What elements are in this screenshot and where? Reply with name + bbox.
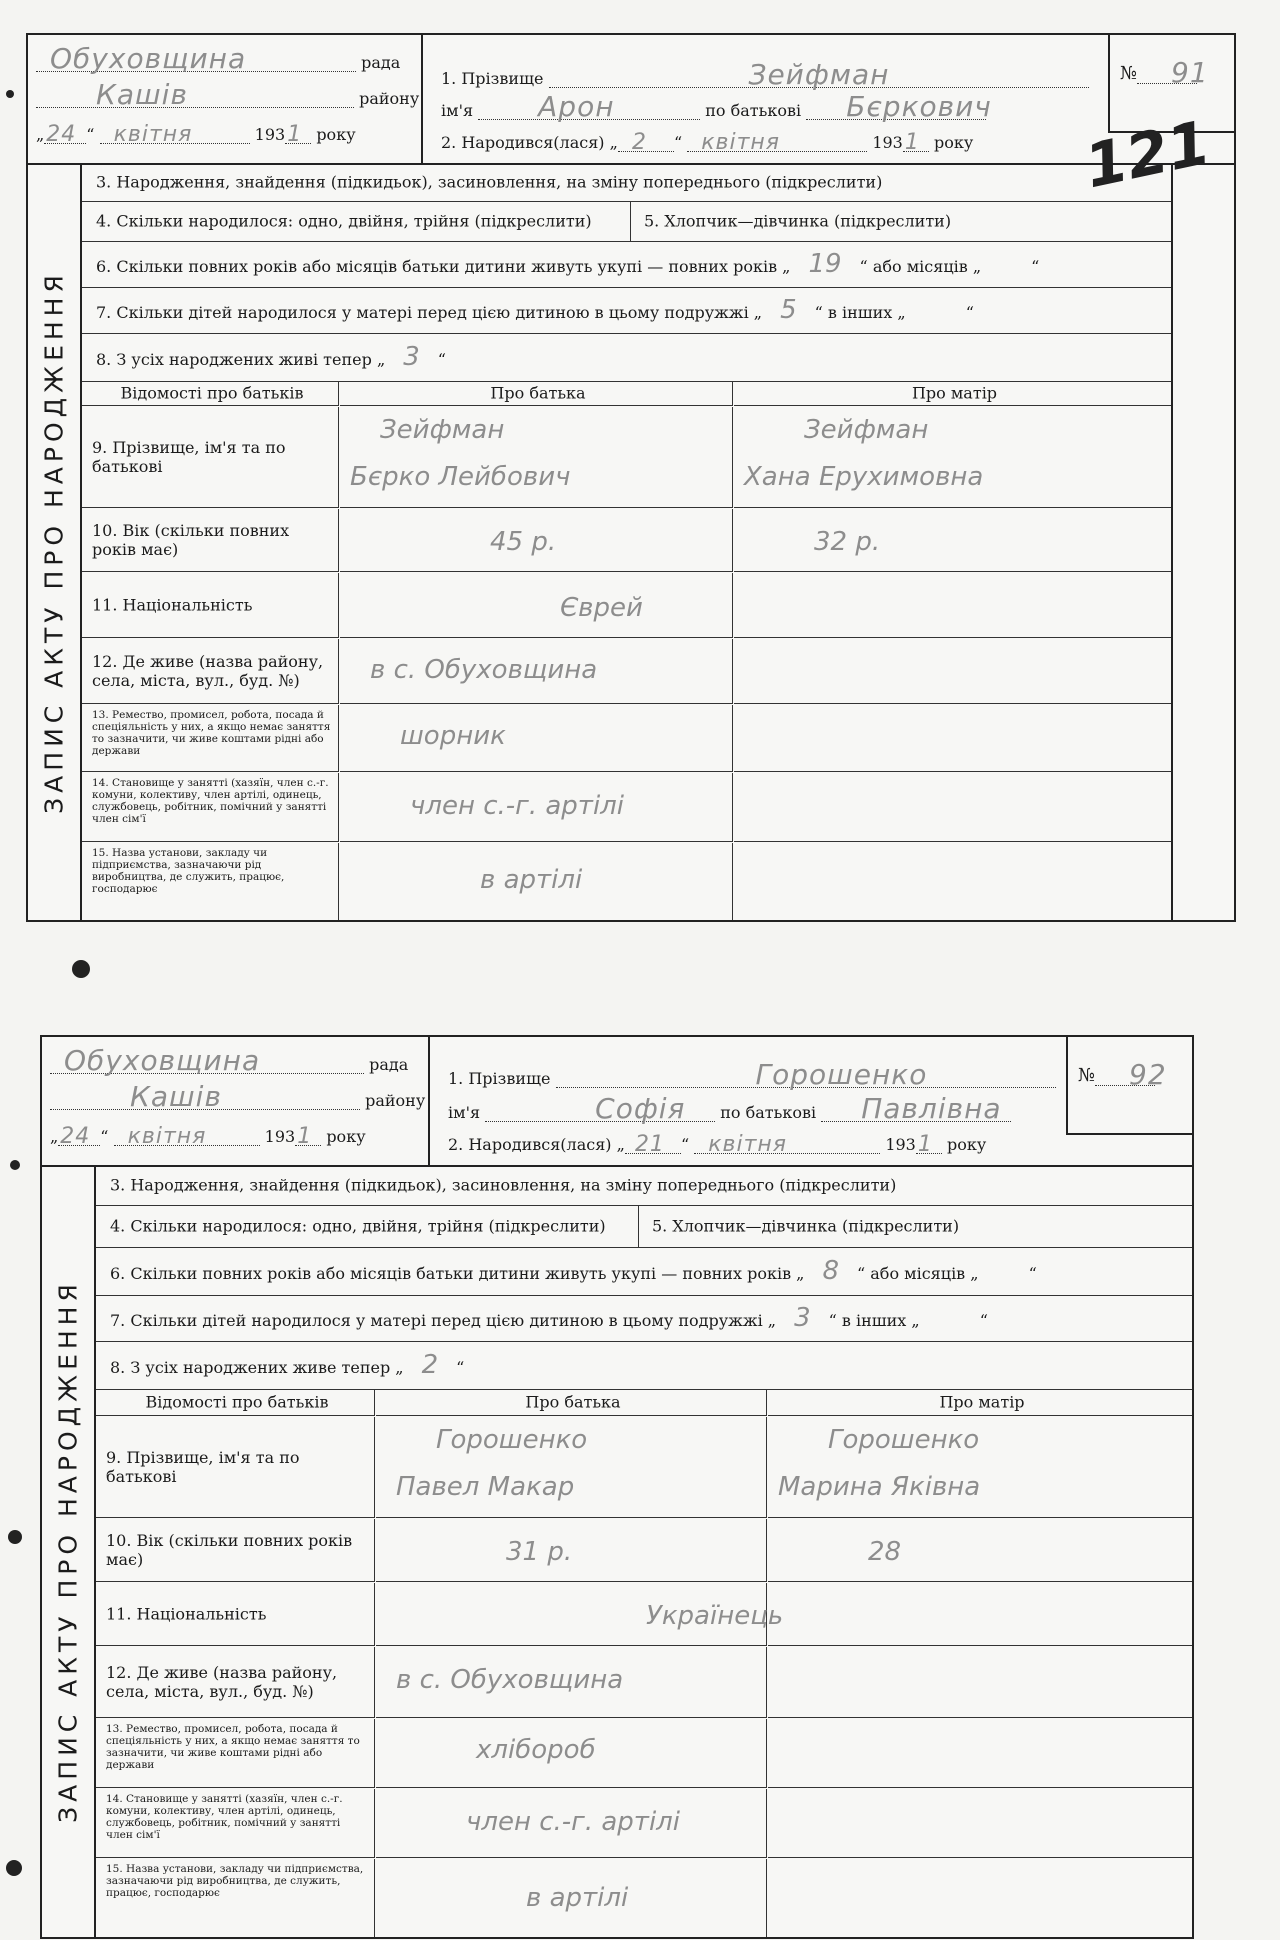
mother-age: 32 р. — [734, 509, 1171, 572]
q4-q5-row: 4. Скільки народилося: одно, двійня, трійня (підкреслити) 5. Хлопчик—дівчинка (підкреслити) — [96, 1205, 1192, 1248]
margin-pencil-mark: 121 — [1079, 107, 1217, 203]
mother-status — [768, 1789, 1192, 1858]
born-label: 2. Народився(лася) — [441, 133, 605, 152]
mother-institution — [768, 1859, 1192, 1937]
patronymic-label: по батькові — [705, 101, 802, 120]
q10-label: 10. Вік (скільки повних років має) — [82, 509, 339, 572]
district-label: району — [365, 1091, 426, 1110]
district-label: району — [359, 89, 420, 108]
parents-table — [82, 381, 1171, 920]
record-header — [42, 1037, 1192, 1167]
q8-row: 8. З усіх народжених живе тепер „ 2 “ — [96, 1341, 1192, 1390]
mother-residence — [768, 1647, 1192, 1718]
mother-occupation — [768, 1719, 1192, 1788]
mother-occupation — [734, 705, 1171, 772]
mother-residence — [734, 639, 1171, 704]
q11-label: 11. Національність — [82, 573, 339, 638]
col-mother-header: Про матір — [734, 381, 1171, 406]
side-title: ЗАПИС АКТУ ПРО НАРОДЖЕННЯ — [42, 1165, 96, 1937]
council-block: Обуховщина рада Кашів району „ 24 “ квітня 193 1 року — [28, 35, 423, 163]
col-father-header: Про батька — [376, 1389, 767, 1416]
father-age: 45 р. — [340, 509, 733, 572]
father-occupation: шорник — [340, 705, 733, 772]
record-header — [28, 35, 1234, 165]
year-label: 193 — [264, 1127, 296, 1146]
q6-row: 6. Скільки повних років або місяців батьки дитини живуть укупі — повних років „ 8 “ або місяців „ “ — [96, 1247, 1192, 1296]
q13-label: 13. Ремество, промисел, робота, посада й спеціяльність у них, а якщо немає заняття то зазначити, чи живе коштами рідні або держави — [82, 705, 339, 772]
col-mother-header: Про матір — [768, 1389, 1192, 1416]
father-fullname: Зейфман Бєрко Лейбович — [340, 407, 733, 508]
name-label: ім'я — [441, 101, 474, 120]
ink-blot — [72, 960, 90, 978]
birth-record-91 — [26, 33, 1236, 922]
ink-blot — [6, 90, 14, 98]
q6-row: 6. Скільки повних років або місяців батьки дитини живуть укупі — повних років „ 19 “ або місяців „ “ — [82, 241, 1171, 288]
mother-fullname: Зейфман Хана Ерухимовна — [734, 407, 1171, 508]
parents-table — [96, 1389, 1192, 1937]
mother-nationality — [734, 573, 1171, 638]
q7-row: 7. Скільки дітей народилося у матері перед цією дитиною в цьому подружжі „ 5 “ в інших „ “ — [82, 287, 1171, 334]
year-label: 193 — [254, 125, 286, 144]
father-residence: в с. Обуховщина — [376, 1647, 767, 1718]
col-info-header: Відомості про батьків — [82, 381, 339, 406]
mother-fullname: Горошенко Марина Яківна — [768, 1417, 1192, 1518]
father-occupation: хлібороб — [376, 1719, 767, 1788]
q15-label: 15. Назва установи, закладу чи підприємства, зазначаючи рід виробництва, де служить, працює, господарює — [82, 843, 339, 920]
father-status: член с.-г. артілі — [376, 1789, 767, 1858]
q12-label: 12. Де живе (назва району, села, міста, вул., буд. №) — [96, 1647, 375, 1718]
q7-row: 7. Скільки дітей народилося у матері перед цією дитиною в цьому подружжі „ 3 “ в інших „ “ — [96, 1295, 1192, 1342]
q3-row: 3. Народження, знайдення (підкидьок), засиновлення, на зміну попереднього (підкреслити) — [96, 1165, 1192, 1206]
father-nationality: Єврей — [340, 573, 733, 638]
record-number-box: № 92 — [1066, 1037, 1192, 1135]
col-info-header: Відомості про батьків — [96, 1389, 375, 1416]
q10-label: 10. Вік (скільки повних років має) — [96, 1519, 375, 1582]
mother-nationality — [768, 1583, 1192, 1646]
ink-blot — [8, 1530, 22, 1544]
q15-label: 15. Назва установи, закладу чи підприємства, зазначаючи рід виробництва, де служить, працює, господарює — [96, 1859, 375, 1937]
mother-age: 28 — [768, 1519, 1192, 1582]
birth-record-92 — [40, 1035, 1194, 1939]
mother-status — [734, 773, 1171, 842]
col-father-header: Про батька — [340, 381, 733, 406]
side-title: ЗАПИС АКТУ ПРО НАРОДЖЕННЯ — [28, 163, 82, 920]
father-fullname: Горошенко Павел Макар — [376, 1417, 767, 1518]
child-block: 1. Прізвище Зейфман ім'я Арон по батькові Бєркович 2. Народився(лася) „ 2 “ квітня 193 1 року — [433, 35, 1104, 163]
district-field: Кашів — [50, 1087, 360, 1110]
q9-label: 9. Прізвище, ім'я та по батькові — [96, 1417, 375, 1518]
district-field: Кашів — [36, 85, 354, 108]
surname-label: 1. Прізвище — [441, 69, 544, 88]
father-age: 31 р. — [376, 1519, 767, 1582]
q13-label: 13. Ремество, промисел, робота, посада й спеціяльність у них, а якщо немає заняття то зазначити, чи живе коштами рідні або держави — [96, 1719, 375, 1788]
father-institution: в артілі — [340, 843, 733, 920]
record-number-box: № 91 — [1108, 35, 1234, 133]
surname-label: 1. Прізвище — [448, 1069, 551, 1088]
q11-label: 11. Національність — [96, 1583, 375, 1646]
council-field: Обуховщина — [50, 1051, 364, 1074]
father-nationality: Українець — [376, 1583, 767, 1646]
name-label: ім'я — [448, 1103, 481, 1122]
rada-label: рада — [361, 53, 401, 72]
patronymic-label: по батькові — [720, 1103, 817, 1122]
q14-label: 14. Становище у занятті (хазяїн, член с.-г. комуни, колективу, член артілі, одинець, службовець, робітник, помічний у занятті член сім'ї — [82, 773, 339, 842]
q9-label: 9. Прізвище, ім'я та по батькові — [82, 407, 339, 508]
rada-label: рада — [369, 1055, 409, 1074]
council-block: Обуховщина рада Кашів району „ 24 “ квітня 193 1 року — [42, 1037, 430, 1165]
ink-blot — [10, 1160, 20, 1170]
father-status: член с.-г. артілі — [340, 773, 733, 842]
council-field: Обуховщина — [36, 49, 356, 72]
q8-row: 8. З усіх народжених живі тепер „ 3 “ — [82, 333, 1171, 382]
father-institution: в артілі — [376, 1859, 767, 1937]
right-margin-column — [1171, 163, 1173, 920]
q12-label: 12. Де живе (назва району, села, міста, вул., буд. №) — [82, 639, 339, 704]
born-label: 2. Народився(лася) — [448, 1135, 612, 1154]
child-block: 1. Прізвище Горошенко ім'я Софія по батькові Павлівна 2. Народився(лася) „ 21 “ квітня 193 1 року — [440, 1037, 1062, 1165]
father-residence: в с. Обуховщина — [340, 639, 733, 704]
q3-row: 3. Народження, знайдення (підкидьок), засиновлення, на зміну попереднього (підкреслити) — [82, 163, 1171, 202]
ink-blot — [6, 1860, 22, 1876]
q14-label: 14. Становище у занятті (хазяїн, член с.-г. комуни, колективу, член артілі, одинець, службовець, робітник, помічний у занятті член сім'ї — [96, 1789, 375, 1858]
q4-q5-row: 4. Скільки народилося: одно, двійня, трійня (підкреслити) 5. Хлопчик—дівчинка (підкреслити) — [82, 201, 1171, 242]
mother-institution — [734, 843, 1171, 920]
